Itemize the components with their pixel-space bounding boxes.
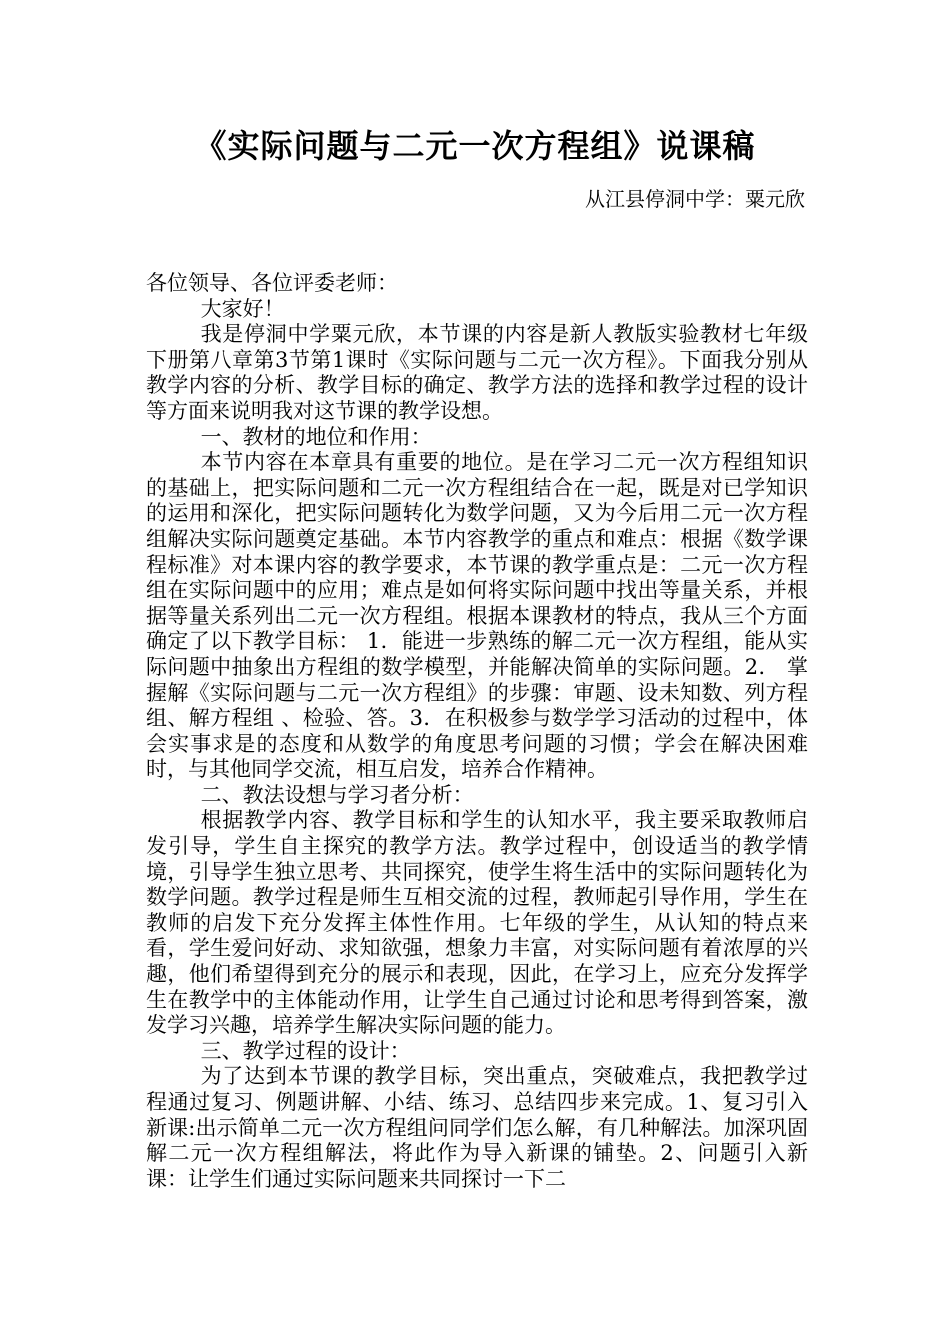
section-body-2: 根据教学内容、教学目标和学生的认知水平，我主要采取教师启发引导，学生自主探究的教学方法。教学过程中，创设适当的教学情境，引导学生独立思考、共同探究，使学生将生活中的实际问题转化为数学问题。教学过程是师生互相交流的过程，教师起引导作用，学生在教师的启发下充分发挥主体性作用。七年级的学生，从认知的特点来看，学生爱问好动、求知欲强，想象力丰富，对实际问题有着浓厚的兴趣，他们希望得到充分的展示和表现，因此，在学习上，应充分发挥学生在教学中的主体能动作用，让学生自己通过讨论和思考得到答案，激发学习兴趣，培养学生解决实际问题的能力。	[146, 808, 808, 1038]
section-heading-3: 三、教学过程的设计：	[200, 1038, 411, 1063]
greeting: 大家好！	[200, 296, 285, 321]
document-title: 《实际问题与二元一次方程组》说课稿	[194, 127, 756, 165]
section-heading-1: 一、教材的地位和作用：	[200, 424, 432, 449]
section-body-1: 本节内容在本章具有重要的地位。是在学习二元一次方程组知识的基础上，把实际问题和二元一次方程组结合在一起，既是对已学知识的运用和深化，把实际问题转化为数学问题，又为今后用二元一次方程组解决实际问题奠定基础。本节内容教学的重点和难点：根据《数学课程标准》对本课内容的教学要求，本节课的教学重点是：二元一次方程组在实际问题中的应用；难点是如何将实际问题中找出等量关系，并根据等量关系列出二元一次方程组。根据本课教材的特点，我从三个方面确定了以下教学目标： 1．能进一步熟练的解二元一次方程组，能从实际问题中抽象出方程组的数学模型，并能解决简单的实际问题。2． 掌握解《实际问题与二元一次方程组》的步骤：审题、设未知数、列方程组、解方程组 、检验、答。3．在积极参与数学学习活动的过程中，体会实事求是的态度和从数学的角度思考问题的习惯；学会在解决困难时，与其他同学交流，相互启发，培养合作精神。	[146, 450, 808, 782]
section-heading-2: 二、教法设想与学习者分析：	[200, 782, 474, 807]
section-body-3: 为了达到本节课的教学目标，突出重点，突破难点，我把教学过程通过复习、例题讲解、小结、练习、总结四步来完成。1、复习引入新课:出示简单二元一次方程组问同学们怎么解，有几种解法。加深巩固解二元一次方程组解法，将此作为导入新课的铺垫。2、问题引入新课：让学生们通过实际问题来共同探讨一下二	[146, 1064, 808, 1191]
salutation: 各位领导、各位评委老师：	[146, 271, 398, 295]
intro-paragraph: 我是停洞中学粟元欣，本节课的内容是新人教版实验教材七年级下册第八章第3节第1课时《实际问题与二元一次方程》。下面我分别从教学内容的分析、教学目标的确定、教学方法的选择和教学过程的设计等方面来说明我对这节课的教学设想。	[146, 322, 808, 423]
document-body	[146, 271, 808, 1192]
author-line: 从江县停洞中学：粟元欣	[585, 187, 805, 211]
